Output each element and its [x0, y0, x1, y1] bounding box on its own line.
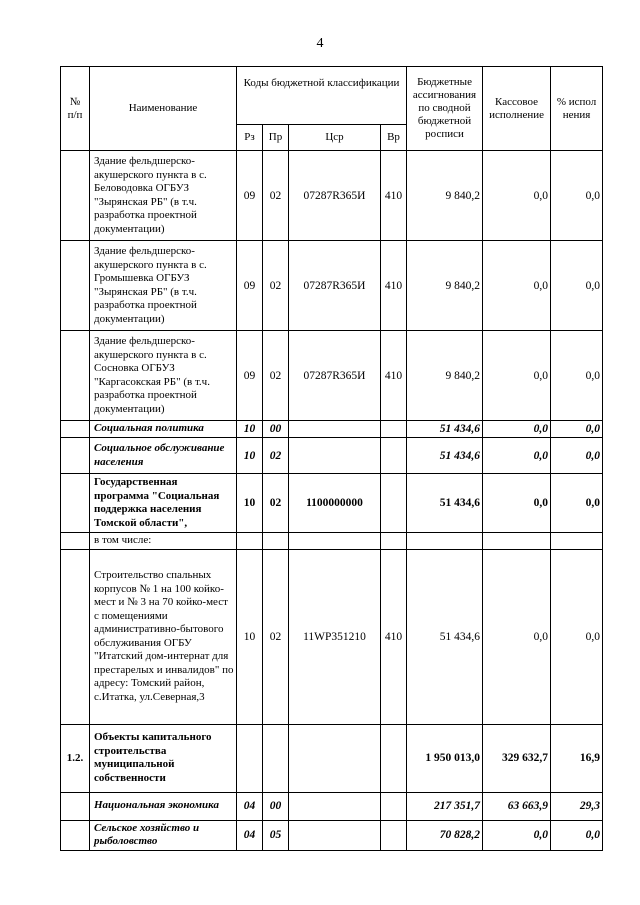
cell-cash [483, 533, 551, 550]
cell-pr: 02 [263, 241, 289, 331]
cell-pr: 02 [263, 151, 289, 241]
cell-csr: 07287R365И [289, 241, 381, 331]
cell-rz: 09 [237, 331, 263, 421]
table-body [61, 151, 603, 851]
cell-csr: 11WP351210 [289, 549, 381, 724]
cell-percent: 0,0 [551, 331, 603, 421]
cell-name: Национальная экономика [90, 792, 237, 820]
cell-percent: 0,0 [551, 421, 603, 438]
cell-vr [381, 792, 407, 820]
cell-num [61, 241, 90, 331]
cell-percent: 0,0 [551, 549, 603, 724]
cell-num [61, 820, 90, 850]
cell-vr [381, 474, 407, 533]
cell-assignment: 51 434,6 [407, 549, 483, 724]
cell-cash: 329 632,7 [483, 724, 551, 792]
cell-rz: 04 [237, 820, 263, 850]
cell-rz: 10 [237, 438, 263, 474]
header-name: Наименование [90, 67, 237, 151]
cell-assignment: 9 840,2 [407, 331, 483, 421]
table-row [61, 151, 603, 241]
cell-rz: 04 [237, 792, 263, 820]
cell-csr [289, 724, 381, 792]
cell-percent: 16,9 [551, 724, 603, 792]
header-assignments: Бюджетные ассигнования по сводной бюджетной росписи [407, 67, 483, 151]
table-row [61, 820, 603, 850]
header-codes: Коды бюджетной классификации [237, 67, 407, 125]
cell-rz [237, 724, 263, 792]
cell-rz: 09 [237, 151, 263, 241]
cell-num: 1.2. [61, 724, 90, 792]
table-row [61, 438, 603, 474]
cell-csr: 07287R365И [289, 331, 381, 421]
cell-num [61, 151, 90, 241]
cell-pr: 00 [263, 792, 289, 820]
cell-cash: 0,0 [483, 474, 551, 533]
cell-cash: 0,0 [483, 241, 551, 331]
cell-csr: 1100000000 [289, 474, 381, 533]
table-row [61, 331, 603, 421]
cell-rz [237, 533, 263, 550]
cell-cash: 0,0 [483, 151, 551, 241]
cell-csr [289, 820, 381, 850]
cell-percent [551, 533, 603, 550]
cell-cash: 63 663,9 [483, 792, 551, 820]
cell-assignment: 9 840,2 [407, 241, 483, 331]
cell-percent: 0,0 [551, 474, 603, 533]
cell-csr: 07287R365И [289, 151, 381, 241]
cell-name: Сельское хозяйство и рыболовство [90, 820, 237, 850]
cell-assignment [407, 533, 483, 550]
cell-pr [263, 724, 289, 792]
cell-csr [289, 421, 381, 438]
table-row [61, 421, 603, 438]
budget-table [60, 66, 603, 851]
cell-assignment: 51 434,6 [407, 474, 483, 533]
cell-name: Социальная политика [90, 421, 237, 438]
cell-num [61, 438, 90, 474]
cell-pr: 05 [263, 820, 289, 850]
cell-num [61, 474, 90, 533]
cell-pr: 00 [263, 421, 289, 438]
cell-percent: 29,3 [551, 792, 603, 820]
cell-assignment: 51 434,6 [407, 438, 483, 474]
cell-rz: 10 [237, 421, 263, 438]
table-row [61, 724, 603, 792]
cell-csr [289, 533, 381, 550]
cell-cash: 0,0 [483, 549, 551, 724]
table-row [61, 533, 603, 550]
cell-cash: 0,0 [483, 421, 551, 438]
header-cash-execution: Кассовое исполнение [483, 67, 551, 151]
header-rz: Рз [237, 125, 263, 151]
cell-name: Здание фельдшерско-акушерского пункта в с. Громышевка ОГБУЗ "Зырянская РБ" (в т.ч. разработка проектной документации) [90, 241, 237, 331]
cell-vr [381, 421, 407, 438]
cell-percent: 0,0 [551, 241, 603, 331]
header-pr: Пр [263, 125, 289, 151]
header-csr: Цср [289, 125, 381, 151]
header-percent: % испол нения [551, 67, 603, 151]
cell-pr: 02 [263, 331, 289, 421]
header-vr: Вр [381, 125, 407, 151]
cell-rz: 10 [237, 549, 263, 724]
table-row [61, 549, 603, 724]
cell-pr: 02 [263, 438, 289, 474]
cell-vr: 410 [381, 549, 407, 724]
cell-pr [263, 533, 289, 550]
table-row [61, 792, 603, 820]
table-row [61, 241, 603, 331]
cell-cash: 0,0 [483, 438, 551, 474]
cell-assignment: 51 434,6 [407, 421, 483, 438]
cell-num [61, 549, 90, 724]
cell-pr: 02 [263, 549, 289, 724]
cell-num [61, 331, 90, 421]
cell-vr: 410 [381, 331, 407, 421]
cell-rz: 10 [237, 474, 263, 533]
cell-vr [381, 533, 407, 550]
cell-vr: 410 [381, 241, 407, 331]
cell-percent: 0,0 [551, 438, 603, 474]
cell-name: Здание фельдшерско-акушерского пункта в с. Сосновка ОГБУЗ "Каргасокская РБ" (в т.ч. разработка проектной документации) [90, 331, 237, 421]
cell-assignment: 1 950 013,0 [407, 724, 483, 792]
cell-vr: 410 [381, 151, 407, 241]
cell-percent: 0,0 [551, 820, 603, 850]
cell-name: Объекты капитального строительства муниципальной собственности [90, 724, 237, 792]
cell-csr [289, 438, 381, 474]
cell-name: в том числе: [90, 533, 237, 550]
cell-num [61, 533, 90, 550]
cell-vr [381, 438, 407, 474]
cell-pr: 02 [263, 474, 289, 533]
cell-assignment: 217 351,7 [407, 792, 483, 820]
cell-name: Строительство спальных корпусов № 1 на 100 койко-мест и № 3 на 70 койко-мест с помещениями административно-бытового обслуживания ОГБУ "Итатский дом-интернат для престарелых и инвалидов" по адресу: Томский район, с.Итатка, ул.Северная,3 [90, 549, 237, 724]
header-num: № п/п [61, 67, 90, 151]
cell-name: Государственная программа "Социальная поддержка населения Томской области", [90, 474, 237, 533]
cell-csr [289, 792, 381, 820]
cell-assignment: 9 840,2 [407, 151, 483, 241]
cell-vr [381, 724, 407, 792]
cell-rz: 09 [237, 241, 263, 331]
cell-name: Здание фельдшерско-акушерского пункта в с. Беловодовка ОГБУЗ "Зырянская РБ" (в т.ч. разработка проектной документации) [90, 151, 237, 241]
table-row [61, 474, 603, 533]
cell-num [61, 421, 90, 438]
cell-name: Социальное обслуживание населения [90, 438, 237, 474]
cell-num [61, 792, 90, 820]
cell-cash: 0,0 [483, 820, 551, 850]
cell-percent: 0,0 [551, 151, 603, 241]
page-number: 4 [316, 36, 324, 51]
cell-vr [381, 820, 407, 850]
cell-cash: 0,0 [483, 331, 551, 421]
cell-assignment: 70 828,2 [407, 820, 483, 850]
